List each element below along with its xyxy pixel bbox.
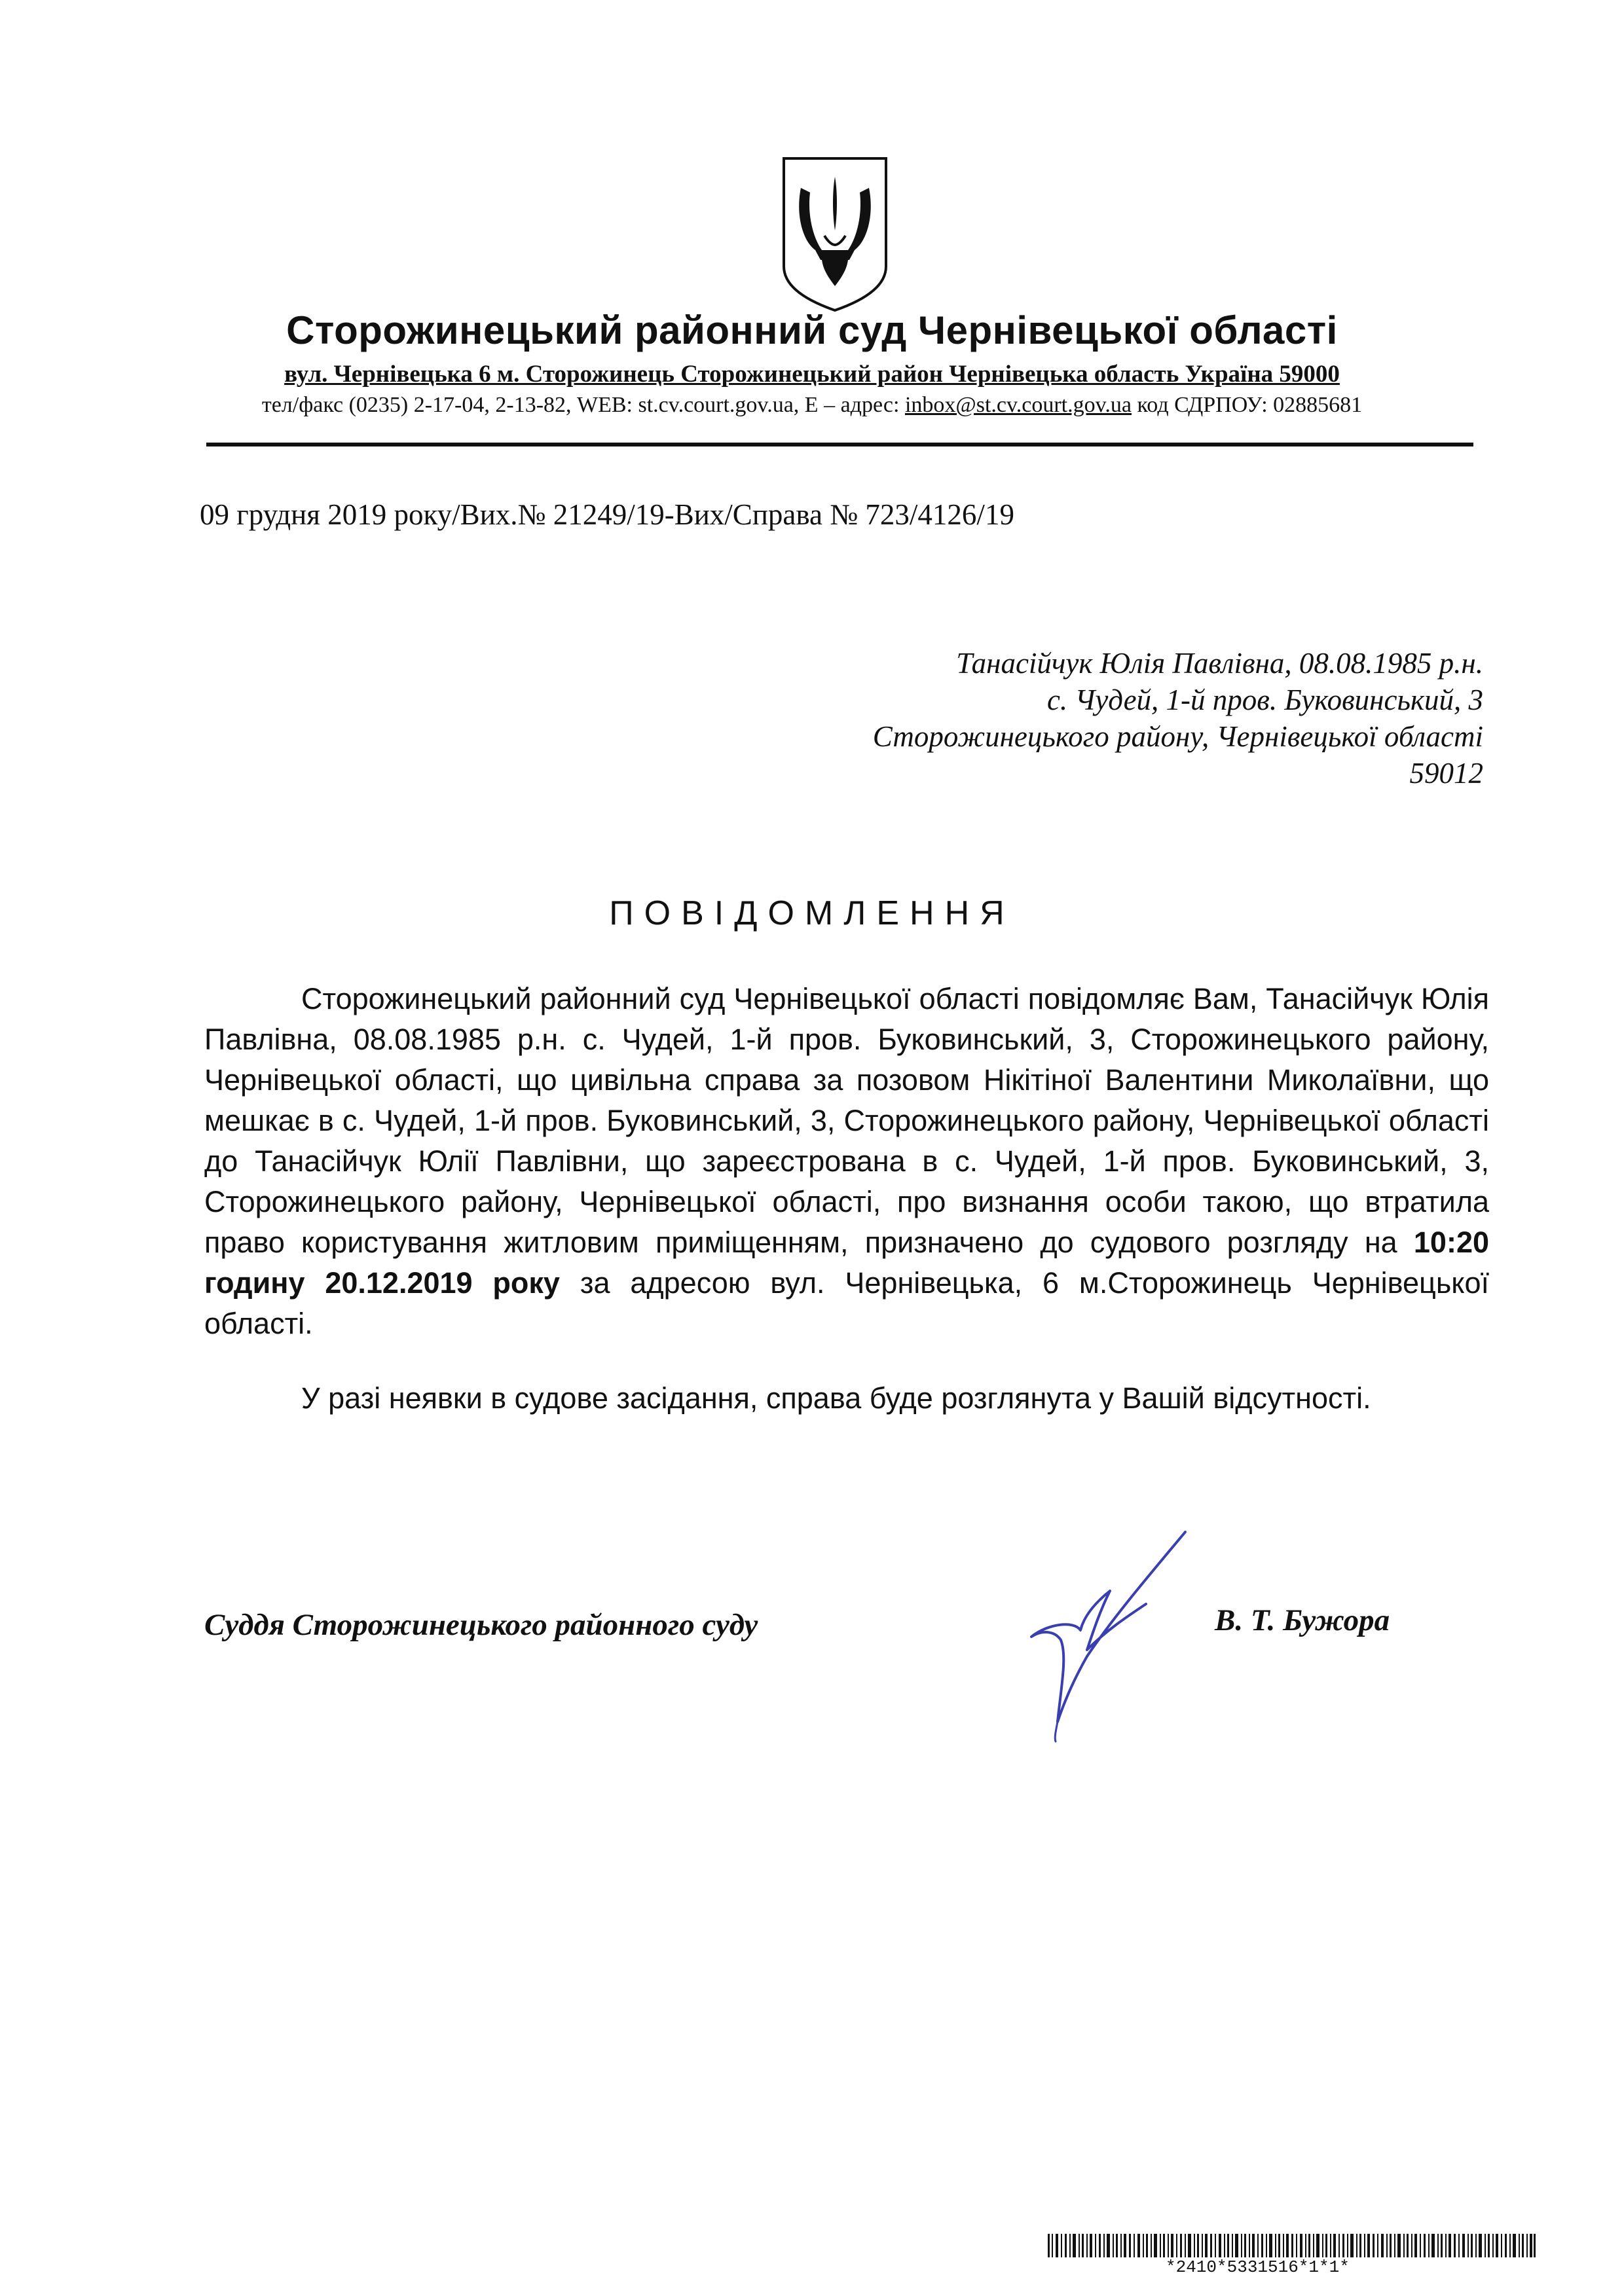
contacts-phone-web: тел/факс (0235) 2-17-04, 2-13-82, WEB: st.cv.court.gov.ua, E – адрес:: [261, 393, 905, 417]
paragraph-1-text-end: за адресою вул. Чернівецька, 6 м.Сторожинець Чернівецької області.: [204, 1266, 1489, 1340]
header-divider: [206, 443, 1473, 446]
document-title: ПОВІДОМЛЕННЯ: [609, 894, 1015, 932]
notice-body: [204, 979, 1489, 1419]
handwritten-signature-icon: [995, 1525, 1205, 1748]
judge-position: Суддя Сторожинецького районного суду: [204, 1608, 758, 1642]
court-name: Сторожинецький районний суд Чернівецької області: [286, 308, 1338, 352]
court-address: вул. Чернівецька 6 м. Сторожинець Сторожинецький район Чернівецька область Україна 59000: [284, 361, 1340, 388]
court-email-link[interactable]: inbox@st.cv.court.gov.ua: [904, 393, 1132, 417]
hearing-datetime: 10:20 годину 20.12.2019 року: [204, 1226, 1489, 1300]
notice-paragraph-1: [204, 979, 1489, 1344]
addressee-block: [566, 645, 1483, 792]
barcode-number: *2410*5331516*1*1*: [1166, 2257, 1350, 2277]
coat-of-arms-icon: [776, 152, 894, 316]
judge-name: В. Т. Бужора: [1215, 1603, 1390, 1637]
addressee-street: с. Чудей, 1-й пров. Буковинський, 3: [1046, 683, 1483, 716]
addressee-postcode: 59012: [1409, 757, 1483, 790]
notice-paragraph-2: У разі неявки в судове засідання, справа буде розглянута у Вашій відсутності.: [301, 1381, 1371, 1415]
court-contacts: [0, 393, 1624, 418]
paragraph-1-text: Сторожинецький районний суд Чернівецької області повідомляє Вам, Танасійчук Юлія Павлівна, 08.08.1985 р.н. с. Чудей, 1-й пров. Буковинський, 3, Сторожинецького району, Чернівецької області, що цивільна справа за позовом Нікітіної Валентини Миколаївни, що мешкає в с. Чудей, 1-й пров. Буковинський, 3, Сторожинецького району, Чернівецької області до Танасійчук Юлії Павлівни, що зареєстрована в с. Чудей, 1-й пров. Буковинський, 3, Сторожинецького району, Чернівецької області, про визнання особи такою, що втратила право користування житловим приміщенням, призначено до судового розгляду на: [204, 982, 1489, 1259]
addressee-district: Сторожинецького району, Чернівецької області: [872, 720, 1483, 753]
court-code: код СДРПОУ: 02885681: [1132, 393, 1363, 417]
addressee-name: Танасійчук Юлія Павлівна, 08.08.1985 р.н.: [956, 647, 1483, 680]
outgoing-reference: 09 грудня 2019 року/Вих.№ 21249/19-Вих/Справа № 723/4126/19: [200, 498, 1014, 531]
barcode: [1048, 2234, 1536, 2257]
